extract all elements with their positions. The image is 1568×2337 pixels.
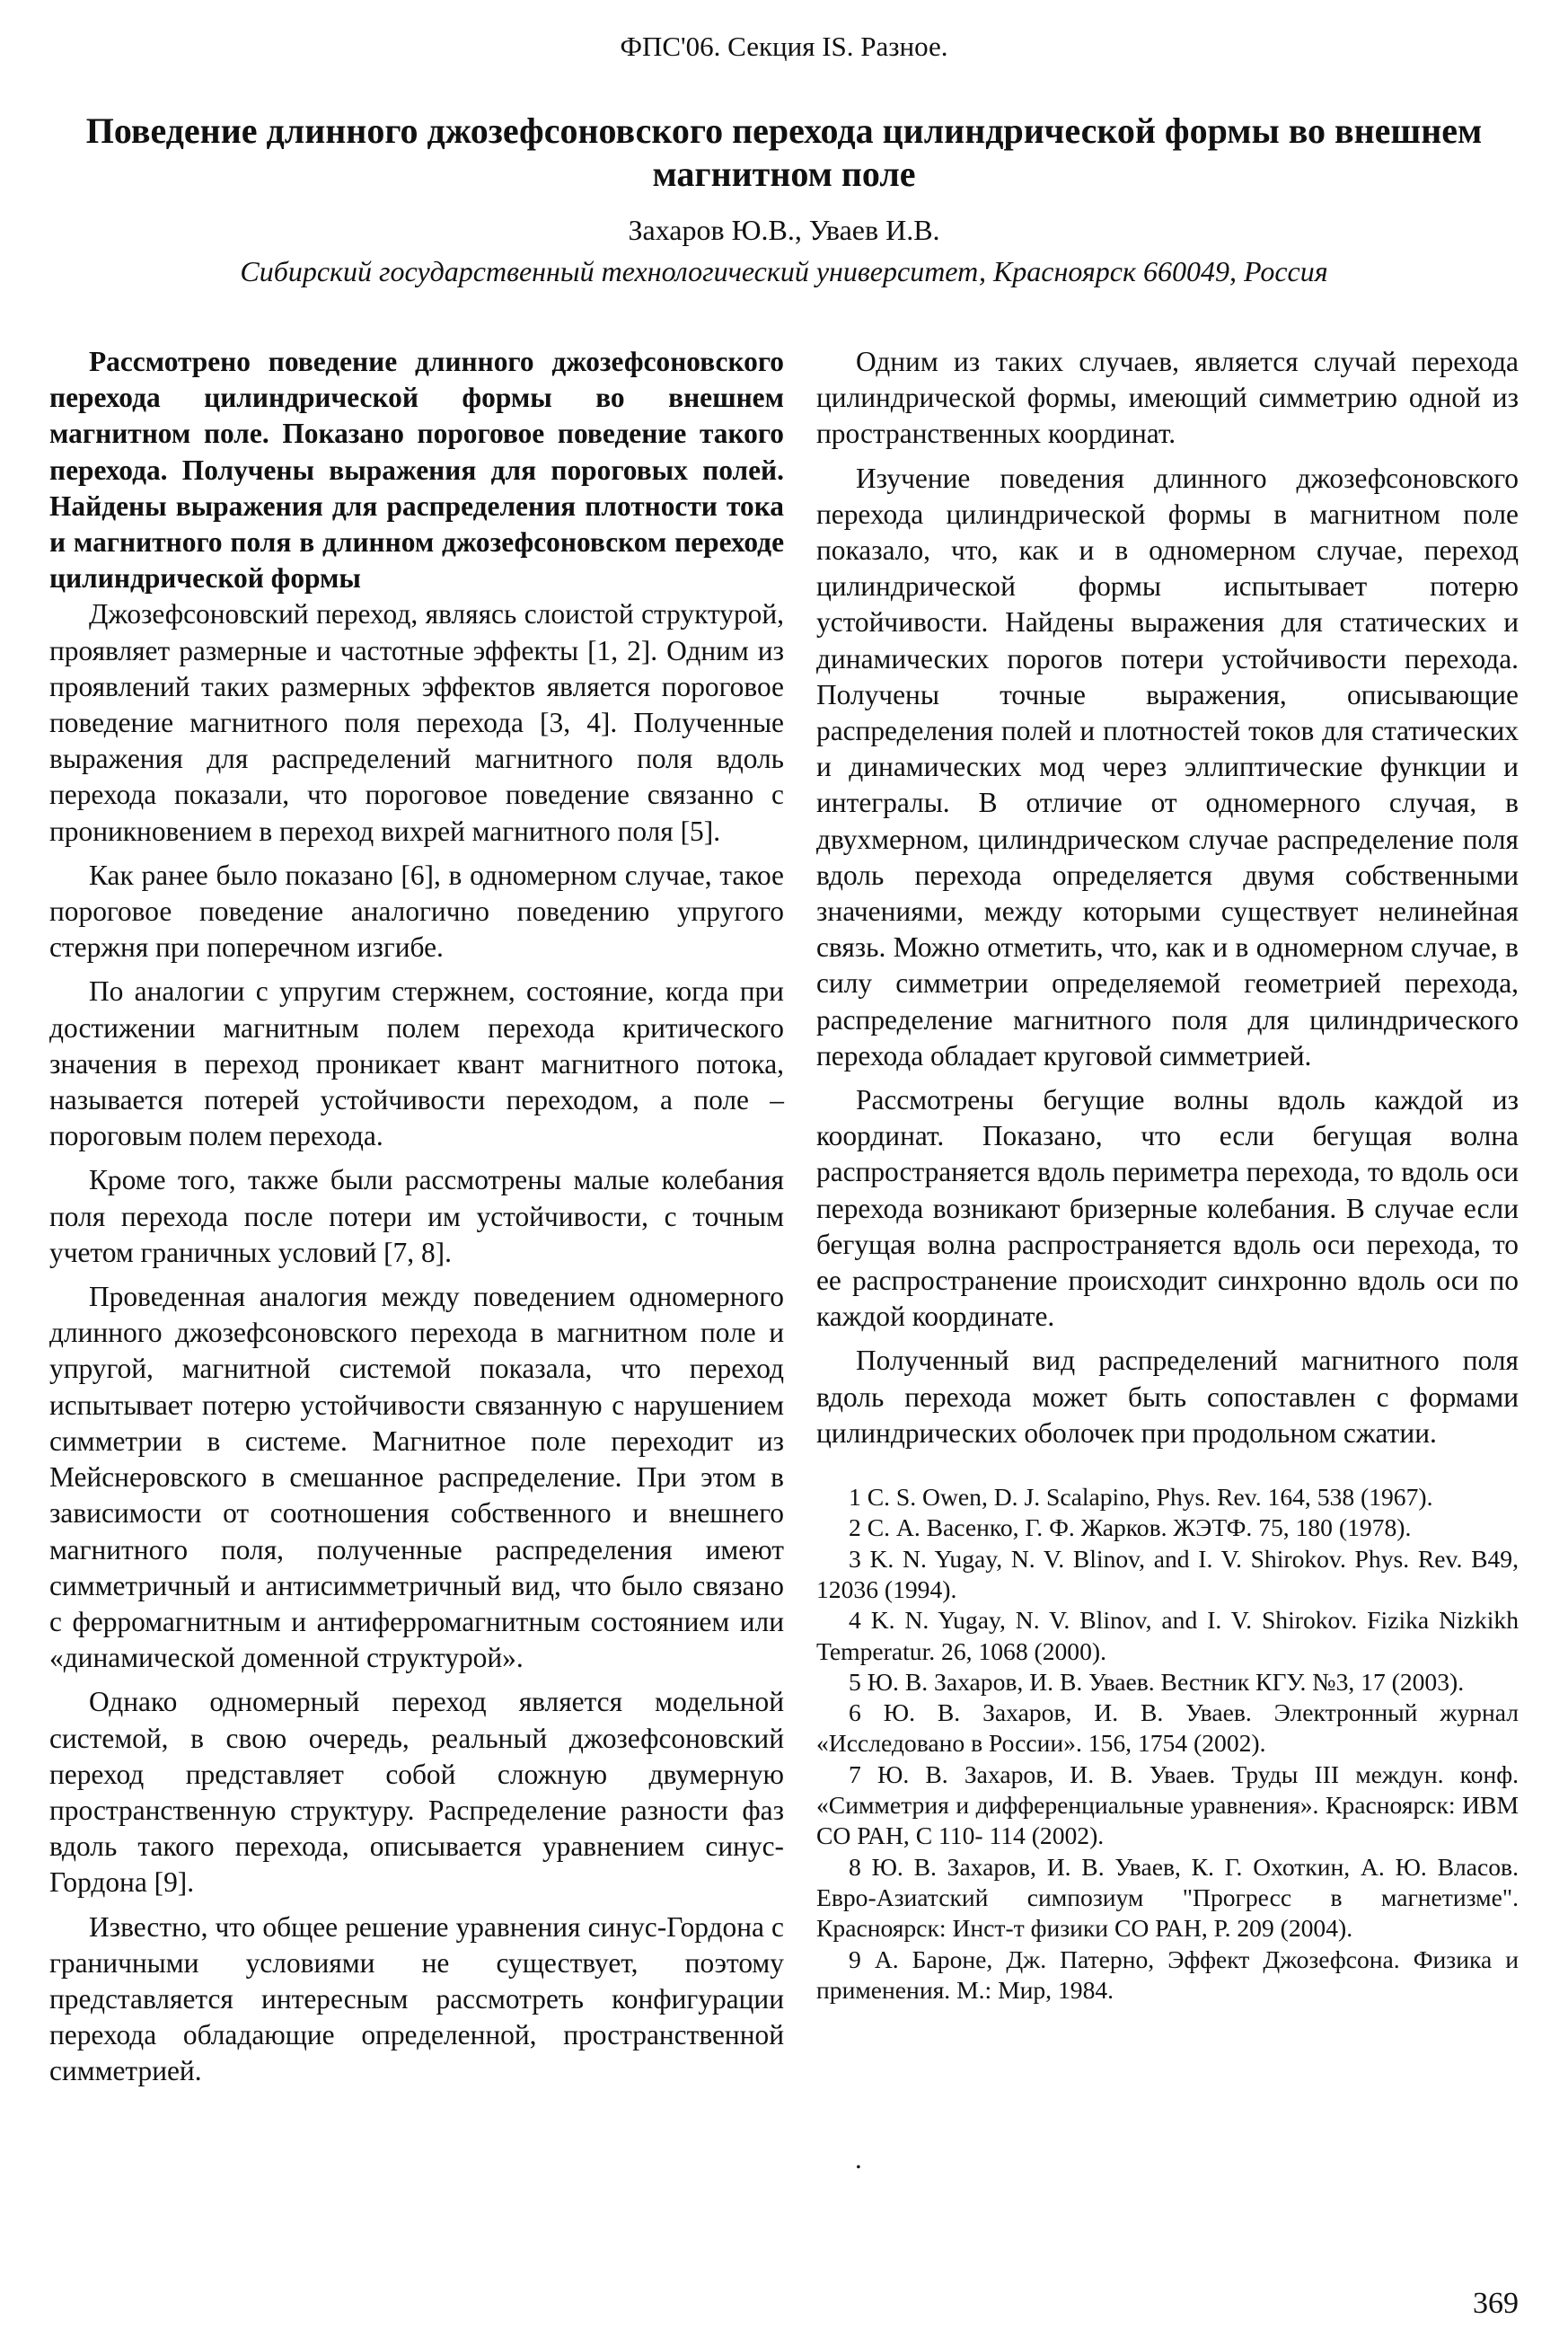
reference-item: 8 Ю. В. Захаров, И. В. Уваев, К. Г. Охоткин, А. Ю. Власов. Евро-Азиатский симпозиум "Прогресс в магнетизме". Красноярск: Инст-т физики СО РАН, Р. 209 (2004). (816, 1852, 1519, 1943)
reference-item: 2 С. А. Васенко, Г. Ф. Жарков. ЖЭТФ. 75, 180 (1978). (849, 1513, 1412, 1542)
reference-item: 5 Ю. В. Захаров, И. В. Уваев. Вестник КГУ. №3, 17 (2003). (849, 1667, 1465, 1696)
reference-item: 3 K. N. Yugay, N. V. Blinov, and I. V. Shirokov. Phys. Rev. B49, 12036 (1994). (816, 1544, 1519, 1603)
paper-title: Поведение длинного джозефсоновского перехода цилиндрической формы во внешнем магнитном поле (85, 110, 1483, 194)
reference-item: 7 Ю. В. Захаров, И. В. Уваев. Труды III междун. конф. «Симметрия и дифференциальные уравнения». Красноярск: ИВМ СО РАН, С 110- 114 (2002). (816, 1759, 1519, 1850)
page-number: 369 (1473, 2287, 1519, 2320)
running-head: ФПС'06. Секция IS. Разное. (620, 31, 948, 62)
right-column (816, 344, 1519, 2006)
authors: Захаров Ю.В., Уваев И.В. (628, 214, 940, 246)
affiliation: Сибирский государственный технологический университет, Красноярск 660049, Россия (240, 255, 1328, 287)
reference-item: 6 Ю. В. Захаров, И. В. Уваев. Электронный журнал «Исследовано в России». 156, 1754 (2002). (816, 1698, 1519, 1758)
reference-item: 1 C. S. Owen, D. J. Scalapino, Phys. Rev. 164, 538 (1967). (849, 1483, 1433, 1512)
body-paragraph: Одним из таких случаев, является случай перехода цилиндрической формы, имеющий симметрию одной из пространственных координат. (816, 346, 1519, 450)
stray-mark: . (855, 2143, 862, 2174)
abstract: Рассмотрено поведение длинного джозефсоновского перехода цилиндрической формы во внешнем магнитном поле. Показано пороговое поведение такого перехода. Получены выражения для пороговых полей. Найдены выражения для распределения плотности тока и магнитного поля в длинном джозефсоновском переходе цилиндрической формы (49, 346, 784, 595)
left-column (49, 344, 784, 2098)
body-paragraph: Джозефсоновский переход, являясь слоистой структурой, проявляет размерные и частотные эффекты [1, 2]. Одним из проявлений таких размерных эффектов является пороговое поведение магнитного поля перехода [3, 4]. Полученные выражения для распределений магнитного поля вдоль перехода показали, что пороговое поведение связанно с проникновением в переход вихрей магнитного поля [5]. (49, 598, 784, 847)
body-paragraph: По аналогии с упругим стержнем, состояние, когда при достижении магнитным полем перехода критического значения в переход проникает квант магнитного потока, называется потерей устойчивости переходом, а поле – пороговым полем перехода. (49, 975, 784, 1152)
body-paragraph: Однако одномерный переход является модельной системой, в свою очередь, реальный джозефсоновский переход представляет собой сложную двумерную пространственную структуру. Распределение разности фаз вдоль такого перехода, описывается уравнением синус-Гордона [9]. (49, 1686, 784, 1899)
body-paragraph: Кроме того, также были рассмотрены малые колебания поля перехода после потери им устойчивости, с точным учетом граничных условий [7, 8]. (49, 1164, 784, 1268)
body-paragraph: Как ранее было показано [6], в одномерном случае, такое пороговое поведение аналогично поведению упругого стержня при поперечном изгибе. (49, 859, 784, 964)
body-paragraph: Полученный вид распределений магнитного поля вдоль перехода может быть сопоставлен с формами цилиндрических оболочек при продольном сжатии. (816, 1345, 1519, 1449)
body-paragraph: Известно, что общее решение уравнения синус-Гордона с граничными условиями не существует, поэтому представляется интересным рассмотреть конфигурации перехода обладающие определенной, пространственной симметрией. (49, 1910, 784, 2087)
body-paragraph: Изучение поведения длинного джозефсоновского перехода цилиндрической формы в магнитном поле показало, что, как и в одномерном случае, переход цилиндрической формы испытывает потерю устойчивости. Найдены выражения для статических и динамических порогов потери устойчивости перехода. Получены точные выражения, описывающие распределения полей и плотностей токов для статических и динамических мод через эллиптические функции и интегралы. В отличие от одномерного случая, в двухмерном, цилиндрическом случае распределение поля вдоль перехода определяется двумя собственными значениями, между которыми существует нелинейная связь. Можно отметить, что, как и в одномерном случае, в силу симметрии определяемой геометрией перехода, распределение магнитного поля для цилиндрического перехода обладает круговой симметрией. (816, 462, 1519, 1071)
reference-list (816, 1482, 1519, 2006)
body-paragraph: Рассмотрены бегущие волны вдоль каждой из координат. Показано, что если бегущая волна распространяется вдоль периметра перехода, то вдоль оси перехода возникают бризерные колебания. В случае если бегущая волна распространяется вдоль оси перехода, то ее распространение происходит синхронно вдоль оси по каждой координате. (816, 1084, 1519, 1333)
reference-item: 9 А. Бароне, Дж. Патерно, Эффект Джозефсона. Физика и применения. М.: Мир, 1984. (816, 1945, 1519, 2004)
reference-item: 4 K. N. Yugay, N. V. Blinov, and I. V. Shirokov. Fizika Nizkikh Temperatur. 26, 1068 (2000). (816, 1606, 1519, 1665)
body-paragraph: Проведенная аналогия между поведением одномерного длинного джозефсоновского перехода в магнитном поле и упругой, магнитной системой показала, что переход испытывает потерю устойчивости связанную с нарушением симметрии в системе. Магнитное поле переходит из Мейснеровского в смешанное распределение. При этом в зависимости от соотношения собственного и внешнего магнитного поля, полученные распределения имеют симметричный и антисимметричный вид, что было связано с ферромагнитным и антиферромагнитным состоянием или «динамической доменной структурой». (49, 1281, 784, 1674)
